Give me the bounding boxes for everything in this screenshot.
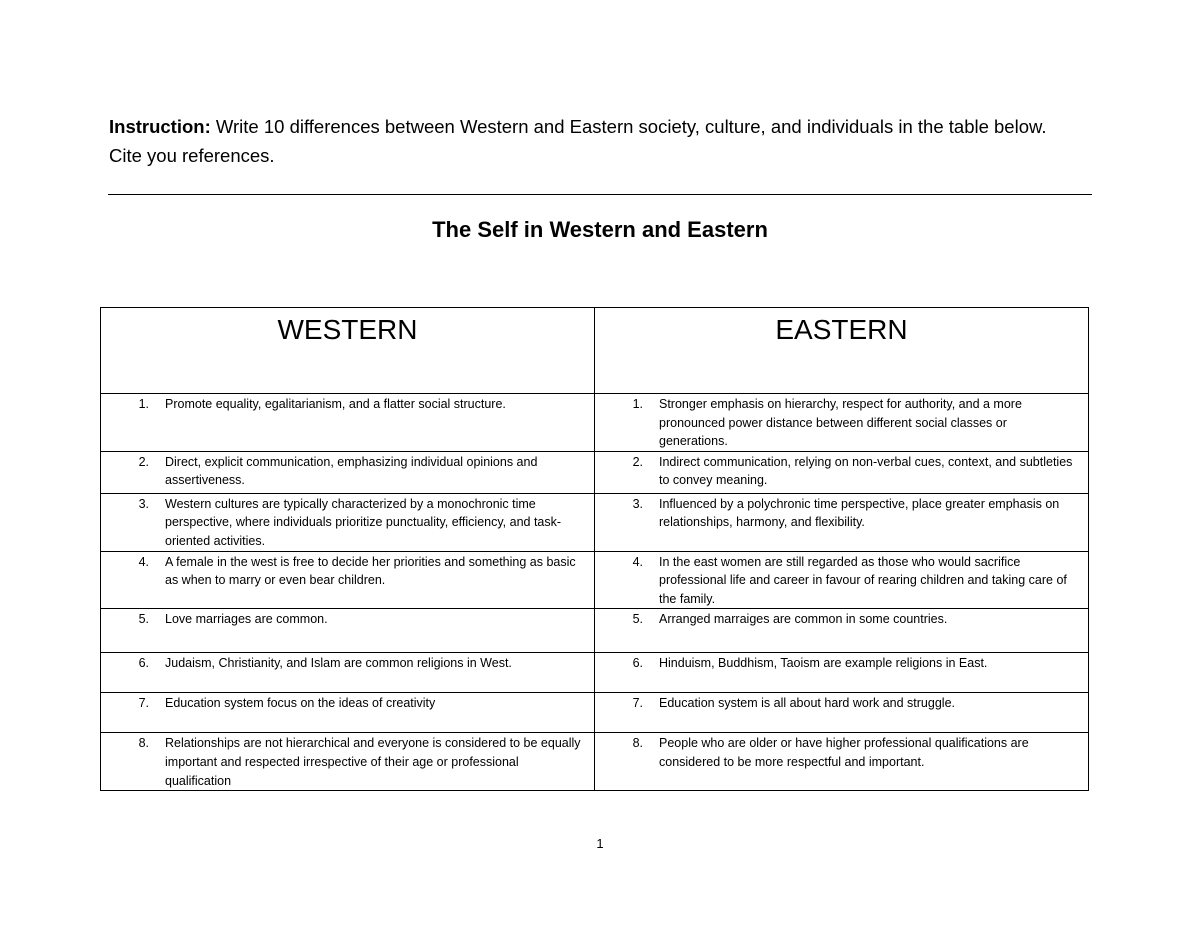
document-title: The Self in Western and Eastern — [432, 217, 768, 242]
item-number: 3. — [632, 496, 643, 511]
item-number: 8. — [632, 736, 643, 751]
header-eastern: EASTERN — [595, 308, 1089, 394]
table-row — [101, 451, 1089, 493]
item-text: Western cultures are typically characterized by a monochronic time perspective, where individuals prioritize punctuality, efficiency, and task-oriented activities. — [165, 496, 562, 548]
western-cell — [101, 451, 595, 493]
table-row — [101, 394, 1089, 452]
horizontal-rule — [108, 194, 1092, 195]
item-number: 2. — [632, 454, 643, 469]
table-header-row — [101, 308, 1089, 394]
item-text: Hinduism, Buddhism, Taoism are example religions in East. — [659, 656, 988, 671]
item-number: 3. — [138, 496, 149, 511]
table-row — [101, 693, 1089, 733]
instruction-paragraph — [109, 112, 1069, 170]
item-number: 8. — [138, 736, 149, 751]
eastern-cell — [595, 653, 1089, 693]
western-cell — [101, 551, 595, 609]
item-number: 7. — [138, 696, 149, 711]
item-text: Judaism, Christianity, and Islam are common religions in West. — [165, 656, 512, 671]
item-number: 7. — [632, 696, 643, 711]
item-text: Education system is all about hard work and struggle. — [659, 696, 955, 711]
item-number: 1. — [632, 397, 643, 411]
item-number: 6. — [632, 656, 643, 671]
western-cell — [101, 493, 595, 551]
table-row — [101, 653, 1089, 693]
instruction-lead: Instruction: — [109, 116, 211, 137]
comparison-table — [100, 307, 1089, 791]
item-number: 4. — [138, 554, 149, 569]
item-text: In the east women are still regarded as those who would sacrifice professional life and career in favour of rearing children and taking care of the family. — [659, 554, 1067, 606]
instruction-text: Write 10 differences between Western and Eastern society, culture, and individuals in the table below. Cite you references. — [109, 116, 1047, 166]
item-text: A female in the west is free to decide her priorities and something as basic as when to marry or even bear children. — [165, 554, 576, 588]
eastern-cell — [595, 394, 1089, 452]
table-row — [101, 733, 1089, 791]
item-text: Stronger emphasis on hierarchy, respect for authority, and a more pronounced power distance between different social classes or generations. — [659, 397, 1022, 449]
page-number: 1 — [596, 836, 604, 851]
table-row — [101, 551, 1089, 609]
item-number: 5. — [138, 612, 149, 627]
item-number: 1. — [138, 397, 149, 411]
item-number: 4. — [632, 554, 643, 569]
eastern-cell — [595, 609, 1089, 653]
item-number: 6. — [138, 656, 149, 671]
western-cell — [101, 693, 595, 733]
item-text: Education system focus on the ideas of creativity — [165, 696, 436, 711]
item-text: Arranged marraiges are common in some countries. — [659, 612, 948, 627]
item-text: Relationships are not hierarchical and everyone is considered to be equally important and respected irrespective of their age or professional qualification — [165, 736, 581, 788]
table-row — [101, 493, 1089, 551]
item-number: 5. — [632, 612, 643, 627]
item-text: Indirect communication, relying on non-verbal cues, context, and subtleties to convey meaning. — [659, 454, 1073, 488]
eastern-cell — [595, 551, 1089, 609]
eastern-cell — [595, 451, 1089, 493]
item-text: Direct, explicit communication, emphasizing individual opinions and assertiveness. — [165, 454, 538, 488]
table-row — [101, 609, 1089, 653]
item-text: Love marriages are common. — [165, 612, 328, 627]
header-western: WESTERN — [101, 308, 595, 394]
item-text: Promote equality, egalitarianism, and a flatter social structure. — [165, 397, 506, 411]
item-text: Influenced by a polychronic time perspective, place greater emphasis on relationships, harmony, and flexibility. — [659, 496, 1060, 530]
western-cell — [101, 653, 595, 693]
western-cell — [101, 394, 595, 452]
eastern-cell — [595, 733, 1089, 791]
western-cell — [101, 609, 595, 653]
western-cell — [101, 733, 595, 791]
eastern-cell — [595, 493, 1089, 551]
eastern-cell — [595, 693, 1089, 733]
item-number: 2. — [138, 454, 149, 469]
item-text: People who are older or have higher professional qualifications are considered to be more respectful and important. — [659, 736, 1029, 769]
